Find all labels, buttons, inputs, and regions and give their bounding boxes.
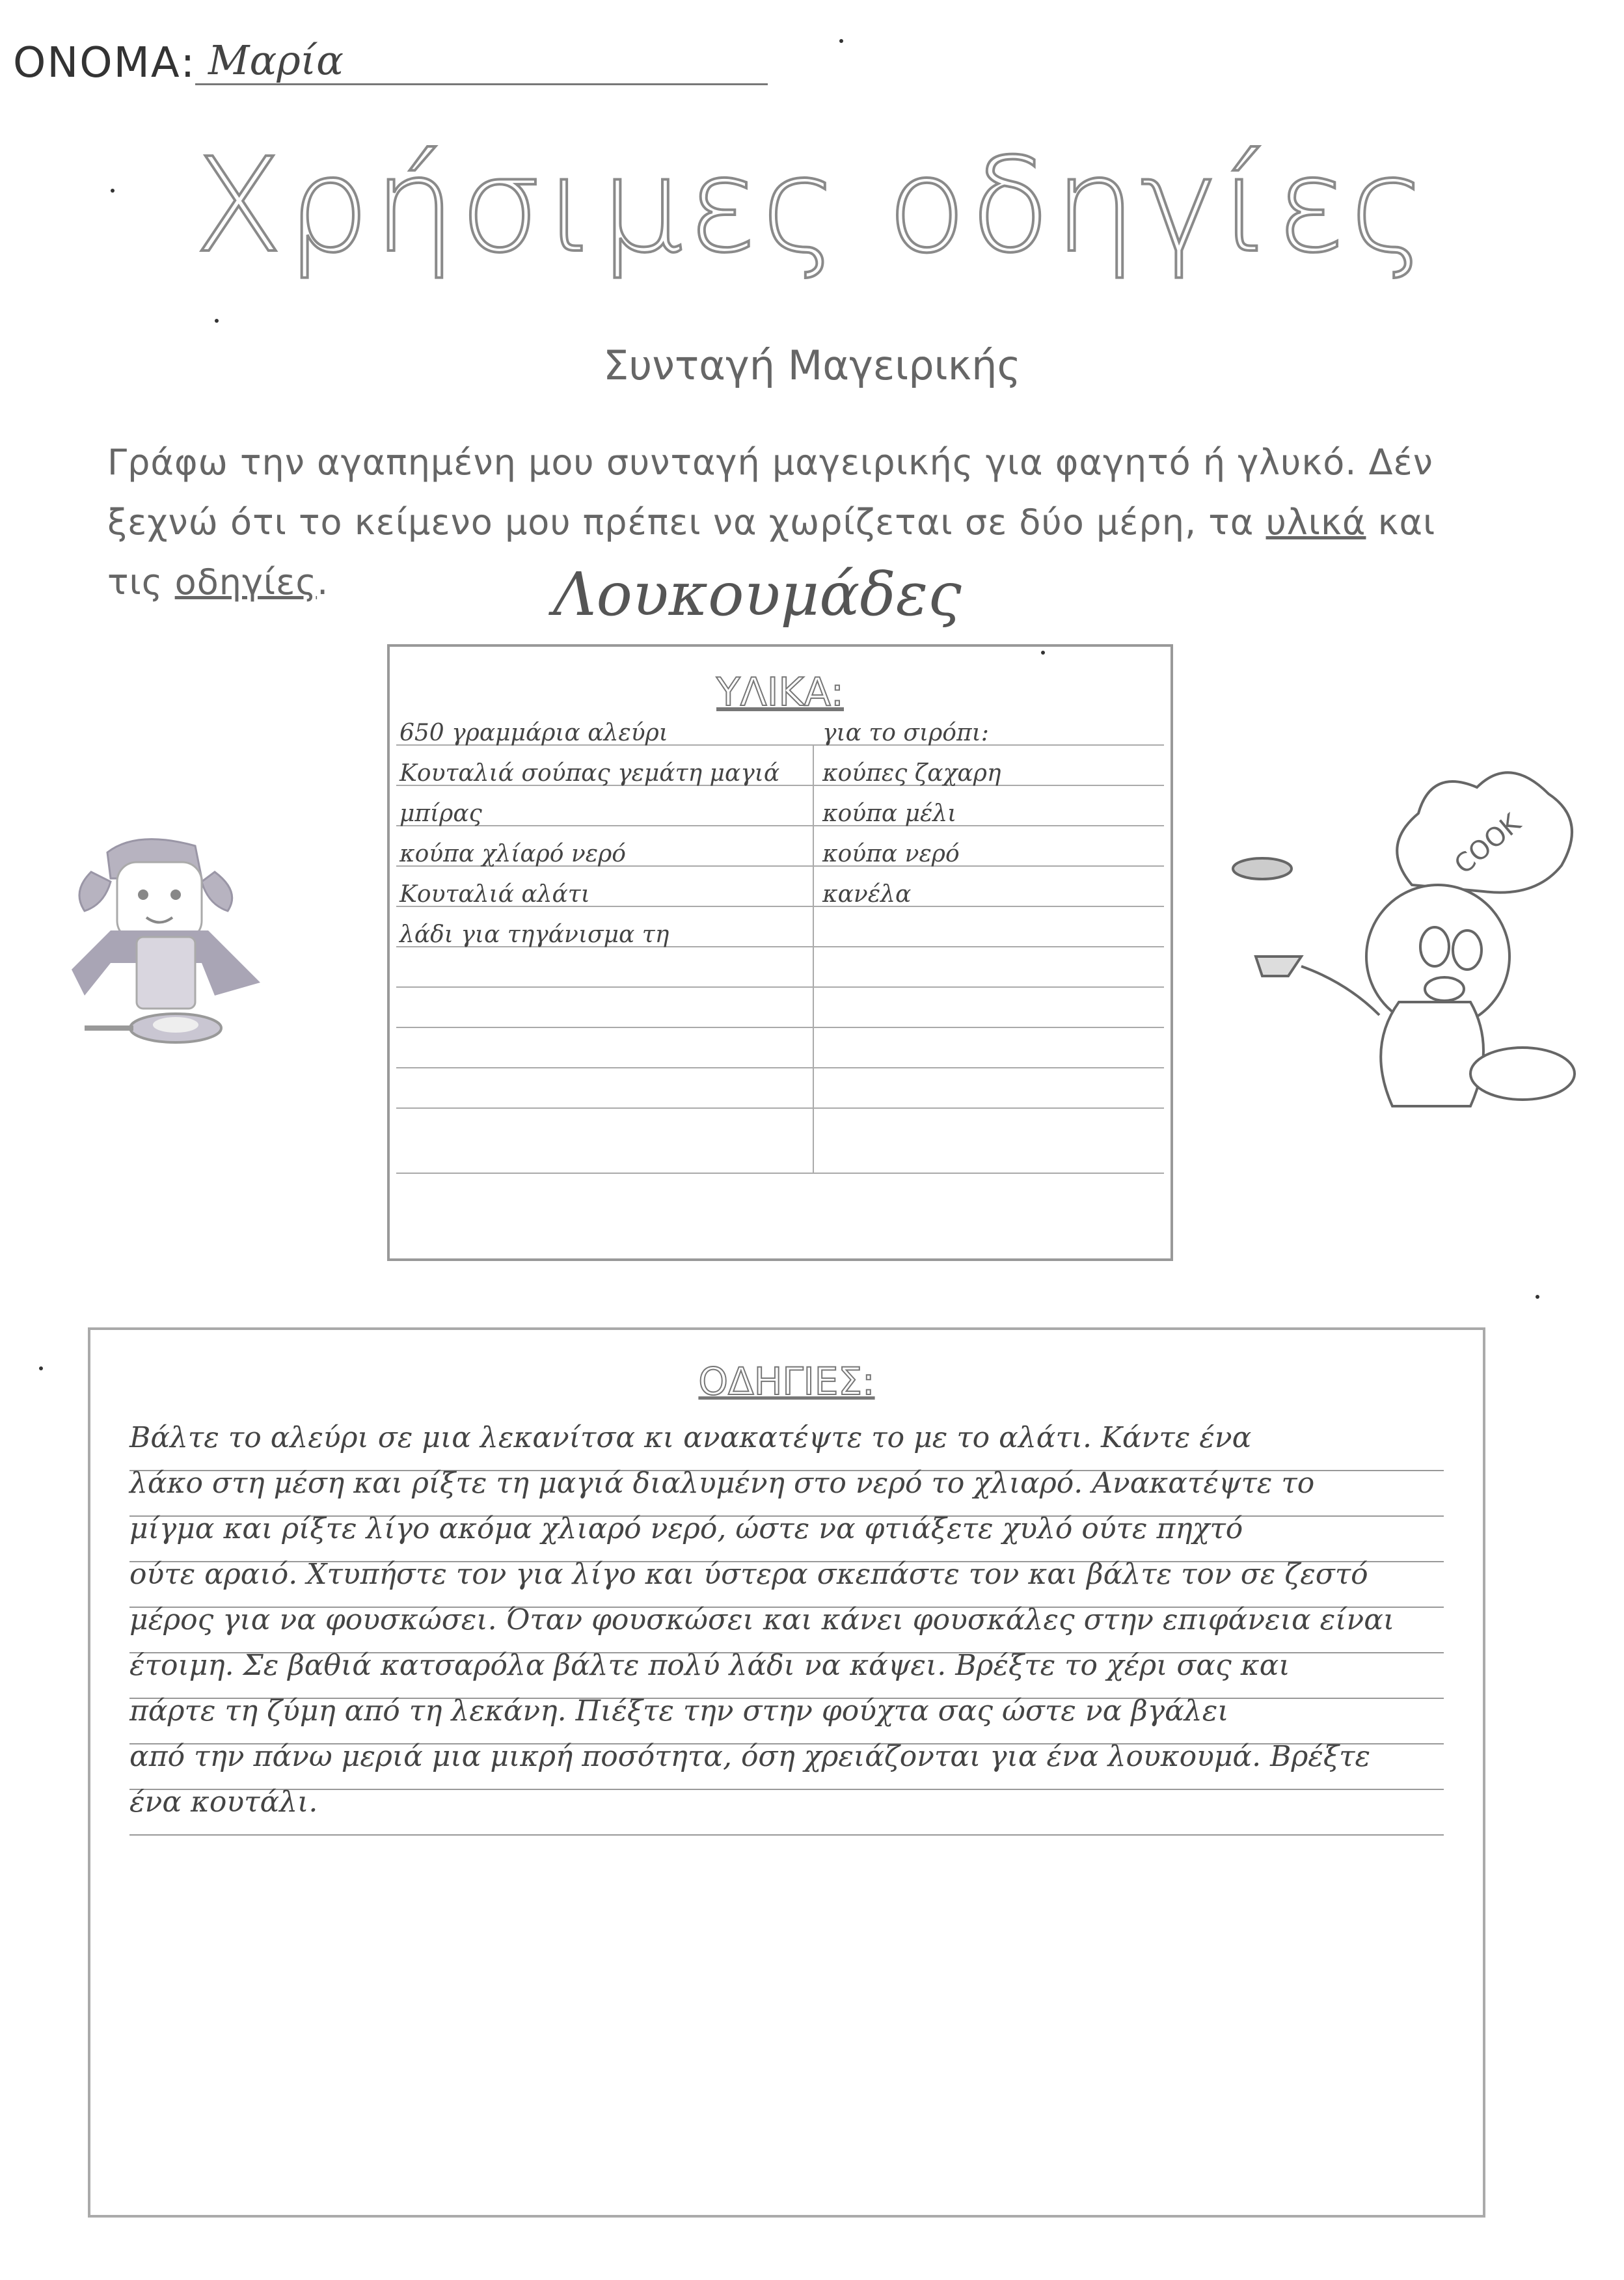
name-underline: [195, 83, 768, 85]
ruled-line: [396, 986, 1164, 988]
scan-speck: [39, 1366, 43, 1370]
instructions-text-2: και τις: [107, 502, 1436, 603]
ingredient-left-2: Κουταλιά σούπας γεμάτη μαγιά: [399, 760, 780, 787]
ingredient-right-4: κούπα νερό: [822, 841, 960, 867]
ruled-line: [396, 1107, 1164, 1109]
ingredient-right-5: κανέλα: [822, 881, 912, 908]
direction-line-2: λάκο στη μέση και ρίξτε τη μαγιά διαλυμένη στο νερό το χλιαρό. Ανακατέψτε το: [129, 1467, 1315, 1500]
column-divider: [813, 744, 814, 1174]
chef-cooking-clipart: [1171, 742, 1588, 1145]
name-value: Μαρία: [208, 36, 344, 84]
ruled-line: [396, 1067, 1164, 1068]
ingredient-right-1: για το σιρόπι:: [822, 720, 989, 746]
ruled-line: [129, 1789, 1444, 1790]
ingredient-left-4: κούπα χλίαρό νερό: [399, 841, 626, 867]
scan-speck: [111, 189, 115, 193]
instructions-directions-word: οδηγίες: [174, 562, 318, 603]
ingredient-left-1: 650 γραμμάρια αλεύρι: [399, 720, 668, 746]
scan-speck: [839, 39, 843, 43]
direction-line-6: έτοιμη. Σε βαθιά κατσαρόλα βάλτε πολύ λάδι να κάψει. Βρέξτε το χέρι σας και: [129, 1649, 1290, 1682]
ruled-line: [396, 1027, 1164, 1028]
direction-line-9: ένα κουτάλι.: [129, 1785, 318, 1819]
girl-cooking-clipart: [46, 833, 345, 1119]
ruled-line: [396, 1173, 1164, 1174]
scan-speck: [215, 319, 219, 323]
scan-speck: [1041, 651, 1045, 655]
ingredient-right-2: κούπες ζαχαρη: [822, 760, 1001, 787]
ruled-line: [396, 825, 1164, 826]
scan-speck: [1536, 1295, 1539, 1299]
direction-line-3: μίγμα και ρίξτε λίγο ακόμα χλιαρό νερό, ώστε να φτιάξετε χυλό ούτε πηχτό: [129, 1512, 1243, 1545]
instructions-text-3: .: [317, 562, 329, 603]
name-label: ΟΝΟΜΑ:: [13, 39, 196, 87]
direction-line-7: πάρτε τη ζύμη από τη λεκάνη. Πιέξτε την στην φούχτα σας ώστε να βγάλει: [129, 1694, 1229, 1728]
ingredient-left-3: μπίρας: [399, 800, 482, 827]
ruled-line: [129, 1834, 1444, 1836]
page-title: Χρήσιμες οδηγίες: [193, 130, 1430, 282]
ingredients-title: ΥΛΙΚΑ:: [716, 670, 844, 715]
instructions-ingredients-word: υλικά: [1265, 502, 1366, 543]
ingredients-box: [387, 644, 1173, 1261]
chef-hat-text: COOK: [1448, 808, 1527, 880]
direction-line-4: ούτε αραιό. Χτυπήστε τον για λίγο και ύστερα σκεπάστε τον και βάλτε τον σε ζεστό: [129, 1558, 1368, 1591]
page-subtitle: Συνταγή Μαγειρικής: [603, 342, 1021, 389]
ingredient-left-5: Κουταλιά αλάτι: [399, 881, 590, 908]
instructions-text-1: Γράφω την αγαπημένη μου συνταγή μαγειρικής για φαγητό ή γλυκό. Δέν ξεχνώ ότι το κείμενο μου πρέπει να χωρίζεται σε δύο μέρη, τα: [107, 442, 1433, 543]
directions-title: ΟΔΗΓΙΕΣ:: [698, 1359, 875, 1404]
ingredient-right-3: κούπα μέλι: [822, 800, 957, 827]
recipe-name: Λουκουμάδες: [553, 560, 962, 629]
ingredient-left-6: λάδι για τηγάνισμα τη: [399, 921, 670, 948]
directions-box: [88, 1327, 1485, 2218]
direction-line-5: μέρος για να φουσκώσει. Όταν φουσκώσει και κάνει φουσκάλες στην επιφάνεια είναι: [129, 1603, 1395, 1636]
direction-line-8: από την πάνω μεριά μια μικρή ποσότητα, όση χρειάζονται για ένα λουκουμά. Βρέξτε: [129, 1740, 1371, 1773]
direction-line-1: Βάλτε το αλεύρι σε μια λεκανίτσα κι ανακατέψτε το με το αλάτι. Κάντε ένα: [129, 1421, 1252, 1454]
